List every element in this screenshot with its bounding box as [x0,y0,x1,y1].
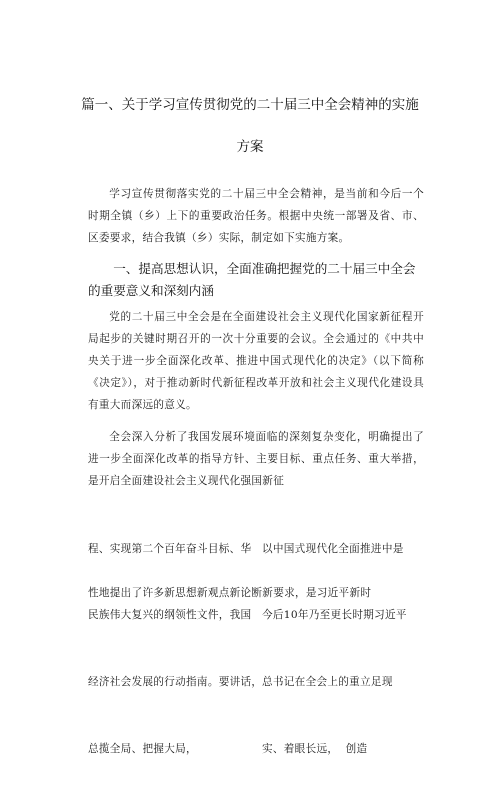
document-title-line-2: 方案 [236,139,264,155]
misaligned-left-column [88,493,264,805]
intro-paragraph: 学习宣传贯彻落实党的二十届三中全会精神，是当前和今后一个时期全镇（乡）上下的重要政治任务。根据中央统一部署及省、市、区委要求，结合我镇（乡）实际，制定如下实施方案。 [88,188,424,244]
right-column-line: 总书记在全会上的重立足现 [262,676,393,689]
section-heading-1: 一、提高思想认识，全面准确把握党的二十届三中全会的重要意义和深刻内涵 [88,261,416,298]
misaligned-right-column [262,493,432,805]
document-title-line-1: 篇一、关于学习宣传贯彻党的二十届三中全会精神的实施 [81,97,419,113]
left-column-line: 总揽全局、把握大局， [88,743,197,756]
left-column-line: 程、实现第二个百年奋斗目标、华 [88,542,252,555]
section1-paragraph-2: 全会深入分析了我国发展环境面临的深刻复杂变化，明确提出了进一步全面深化改革的指导方针、主要目标、重点任务、重大举措，是开启全面建设社会主义现代化强国新征 [88,431,424,487]
left-column-line: 经济社会发展的行动指南。要讲话， [88,676,263,689]
section1-paragraph-1: 党的二十届三中全会是在全面建设社会主义现代化国家新征程开局起步的关键时期召开的一次十分重要的会议。全会通过的《中共中央关于进一步全面深化改革、推进中国式现代化的决定》（以下简称《决定》），对于推动新时代新征程改革开放和社会主义现代化建设具有重大而深远的意义。 [88,311,424,411]
right-column-line: 以中国式现代化全面推进中是 [262,542,404,555]
right-column-line: 今后10年乃至更长时期习近平 [262,609,407,622]
section1-last-line: 性地提出了许多新思想新观点新论断新要求，是习近平新时 [88,587,372,599]
left-column-line: 民族伟大复兴的纲领性文件，我国 [88,609,252,622]
right-column-line: 实、着眼长远， 创造 [262,743,368,756]
